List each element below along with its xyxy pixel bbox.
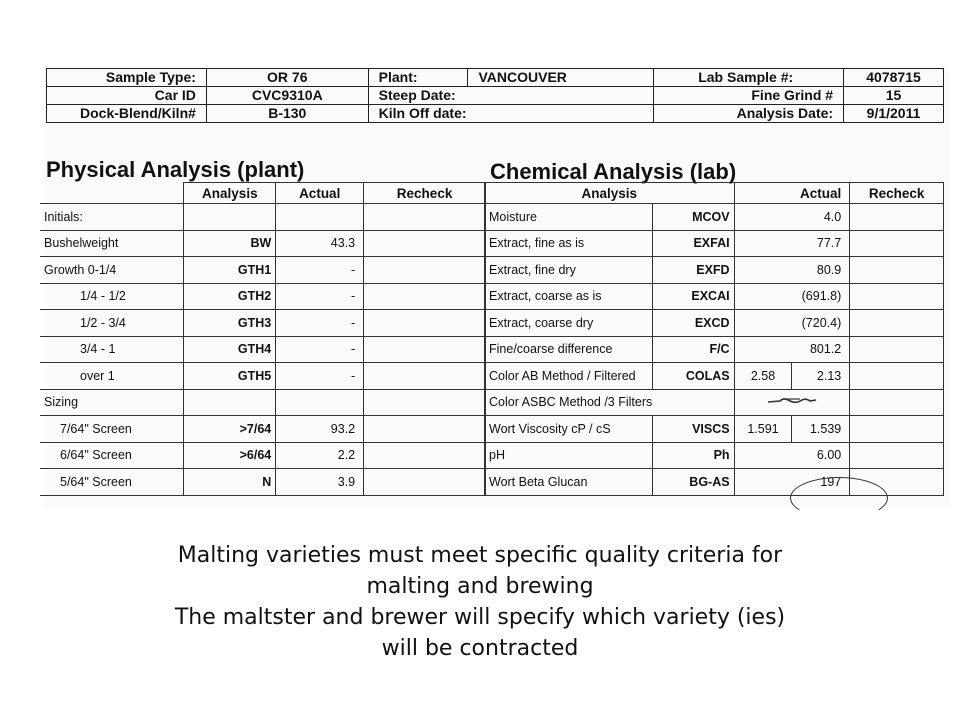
table-row: 7/64" Screen >7/64 93.2 [40, 416, 486, 443]
caption-line: The maltster and brewer will specify which variety (ies) [174, 605, 786, 630]
row-name: pH [485, 442, 653, 469]
analysis-date-value: 9/1/2011 [844, 105, 944, 123]
car-id-value: CVC9310A [206, 87, 368, 105]
row-name: Initials: [40, 204, 184, 231]
table-row: Extract, fine as is EXFAI 77.7 [485, 230, 944, 257]
table-row: Wort Beta Glucan BG-AS 197 [485, 469, 944, 496]
physical-col-actual: Actual [276, 183, 364, 204]
slide-caption [60, 540, 900, 664]
physical-analysis-table [40, 182, 486, 496]
caption-line: malting and brewing [366, 574, 594, 599]
fine-grind-label: Fine Grind # [654, 87, 844, 105]
row-name: Extract, fine as is [485, 230, 653, 257]
chemical-analysis-table [484, 182, 944, 496]
plant-value: VANCOUVER [468, 69, 654, 87]
row-name: Bushelweight [40, 230, 184, 257]
table-row: Fine/coarse difference F/C 801.2 [485, 336, 944, 363]
chemical-col-analysis: Analysis [485, 183, 735, 204]
table-row: 1/4 - 1/2 GTH2 - [40, 283, 486, 310]
table-row: pH Ph 6.00 [485, 442, 944, 469]
row-name: Growth 0-1/4 [40, 257, 184, 284]
table-row: Growth 0-1/4 GTH1 - [40, 257, 486, 284]
scribble-icon [766, 396, 818, 406]
physical-col-analysis: Analysis [184, 183, 276, 204]
table-row: Wort Viscosity cP / cS VISCS 1.591 1.539 [485, 416, 944, 443]
chemical-analysis-title: Chemical Analysis (lab) [490, 159, 737, 184]
dock-blend-label: Dock-Blend/Kiln# [47, 105, 207, 123]
row-name: Wort Viscosity cP / cS [485, 416, 653, 443]
row-name: 1/2 - 3/4 [40, 310, 184, 337]
row-name: Wort Beta Glucan [485, 469, 653, 496]
fine-grind-value: 15 [844, 87, 944, 105]
table-row: 3/4 - 1 GTH4 - [40, 336, 486, 363]
table-row: Extract, coarse dry EXCD (720.4) [485, 310, 944, 337]
car-id-label: Car ID [47, 87, 207, 105]
table-row: over 1 GTH5 - [40, 363, 486, 390]
table-row: Color AB Method / Filtered COLAS 2.58 2.13 [485, 363, 944, 390]
physical-analysis-title: Physical Analysis (plant) [46, 157, 305, 182]
row-name: Color AB Method / Filtered [485, 363, 653, 390]
row-name: Sizing [40, 389, 184, 416]
lab-sample-label: Lab Sample #: [654, 69, 844, 87]
steep-date-label: Steep Date: [368, 87, 654, 105]
table-row: Moisture MCOV 4.0 [485, 204, 944, 231]
sample-type-value: OR 76 [206, 69, 368, 87]
chemical-col-actual: Actual [734, 183, 850, 204]
row-name: Moisture [485, 204, 653, 231]
row-name: 6/64" Screen [40, 442, 184, 469]
physical-col-recheck: Recheck [364, 183, 486, 204]
handwritten-mark [734, 389, 850, 416]
row-name: 3/4 - 1 [40, 336, 184, 363]
row-name: 1/4 - 1/2 [40, 283, 184, 310]
sample-type-label: Sample Type: [47, 69, 207, 87]
table-row [485, 389, 944, 416]
row-name: Extract, fine dry [485, 257, 653, 284]
handwritten-circle [790, 477, 888, 519]
table-row [40, 389, 486, 416]
table-row: 6/64" Screen >6/64 2.2 [40, 442, 486, 469]
row-name: Color ASBC Method /3 Filters [485, 389, 735, 416]
table-row [40, 204, 486, 231]
caption-line: will be contracted [381, 636, 579, 661]
table-row: Extract, coarse as is EXCAI (691.8) [485, 283, 944, 310]
row-name: over 1 [40, 363, 184, 390]
lab-sample-value: 4078715 [844, 69, 944, 87]
analysis-date-label: Analysis Date: [654, 105, 844, 123]
row-name: 7/64" Screen [40, 416, 184, 443]
caption-line: Malting varieties must meet specific quality criteria for [177, 543, 783, 568]
table-row: 1/2 - 3/4 GTH3 - [40, 310, 486, 337]
row-name: 5/64" Screen [40, 469, 184, 496]
table-row: Extract, fine dry EXFD 80.9 [485, 257, 944, 284]
sample-header-table [46, 68, 944, 123]
row-name: Extract, coarse as is [485, 283, 653, 310]
chemical-col-recheck: Recheck [850, 183, 944, 204]
plant-label: Plant: [368, 69, 468, 87]
row-name: Extract, coarse dry [485, 310, 653, 337]
table-row: Bushelweight BW 43.3 [40, 230, 486, 257]
row-name: Fine/coarse difference [485, 336, 653, 363]
table-row: 5/64" Screen N 3.9 [40, 469, 486, 496]
dock-blend-value: B-130 [206, 105, 368, 123]
kiln-off-label: Kiln Off date: [368, 105, 654, 123]
